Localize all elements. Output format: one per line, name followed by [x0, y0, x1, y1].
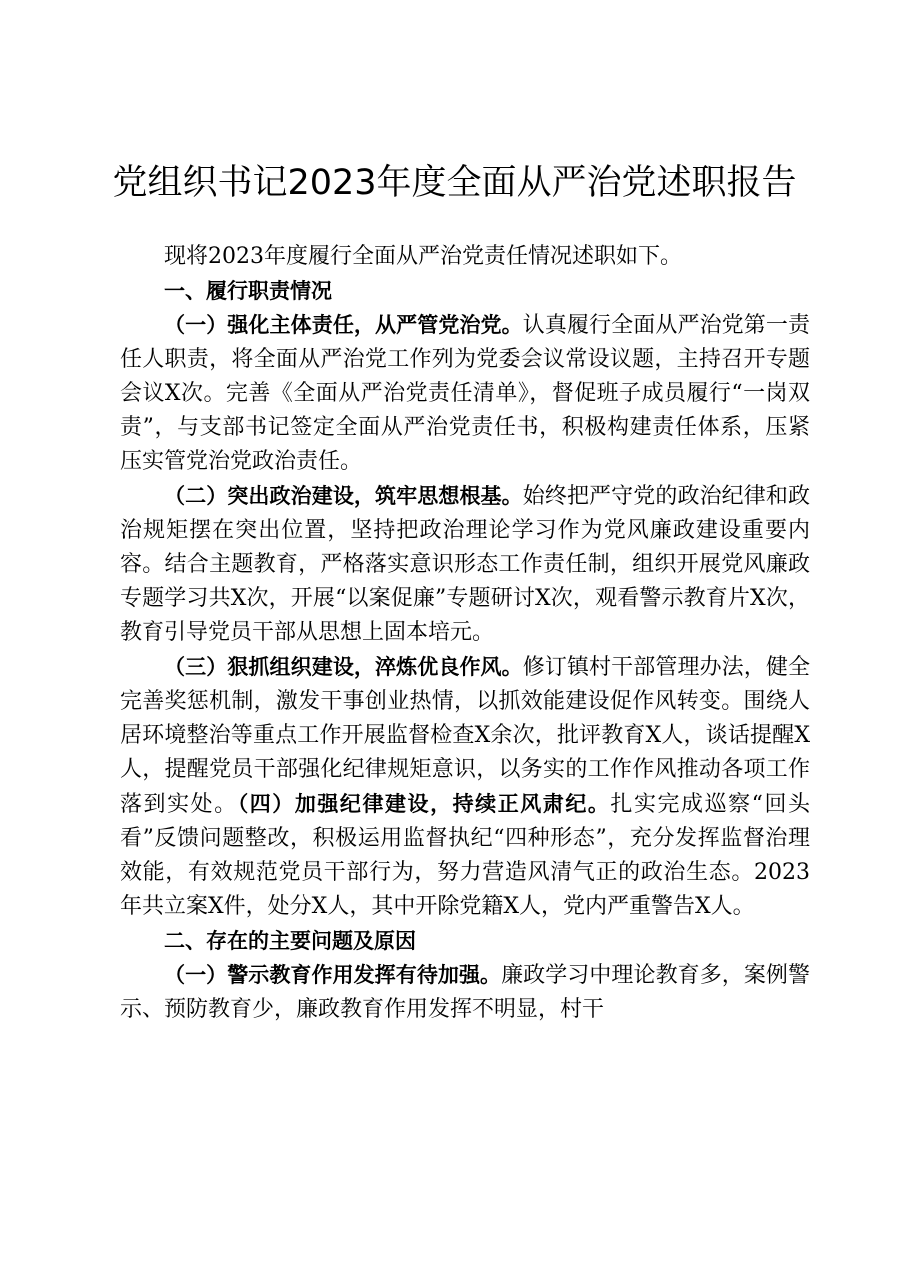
paragraph-text-discipline: 扎实完成巡察“回头看”反馈问题整改，积极运用监督执纪“四种形态”，充分发挥监督治理效能，有效规范党员干部行为，努力营造风清气正的政治生态。2023年共立案X件，处分X人，其中开除党籍X人，党内严重警告X人。 [120, 792, 810, 919]
paragraph-political-building [120, 479, 810, 650]
paragraph-lead-discipline: （四）加强纪律建设，持续正风肃纪。 [237, 792, 611, 816]
document-title: 党组织书记2023年度全面从严治党述职报告 [112, 163, 797, 203]
section-heading-problems: 二、存在的主要问题及原因 [164, 929, 416, 953]
paragraph-lead: （一）警示教育作用发挥有待加强。 [164, 963, 502, 987]
paragraph-responsibility [120, 308, 810, 479]
paragraph-lead: （三）狠抓组织建设，淬炼优良作风。 [164, 655, 523, 679]
paragraph-warning-education [120, 958, 810, 1027]
paragraph-text: 修订镇村干部管理办法，健全完善奖惩机制，激发干事创业热情，以抓效能建设促作风转变。围绕人居环境整治等重点工作开展监督检查X余次，批评教育X人，谈话提醒X人，提醒党员干部强化纪律规矩意识，以务实的工作作风推动各项工作落到实处。 [120, 655, 810, 817]
paragraph-lead: （二）突出政治建设，筑牢思想根基。 [164, 484, 523, 508]
intro-paragraph: 现将2023年度履行全面从严治党责任情况述职如下。 [164, 244, 682, 269]
paragraph-text: 始终把严守党的政治纪律和政治规矩摆在突出位置，坚持把政治理论学习作为党风廉政建设重要内容。结合主题教育，严格落实意识形态工作责任制，组织开展党风廉政专题学习共X次，开展“以案促廉”专题研讨X次，观看警示教育片X次，教育引导党员干部从思想上固本培元。 [120, 484, 810, 645]
document-body [120, 240, 810, 1027]
section-heading-duties: 一、履行职责情况 [164, 279, 332, 303]
paragraph-text: 廉政学习中理论教育多，案例警示、预防教育少，廉政教育作用发挥不明显，村干 [120, 963, 810, 1022]
paragraph-organization-building [120, 650, 810, 924]
paragraph-lead: （一）强化主体责任，从严管党治党。 [164, 313, 523, 337]
paragraph-text: 认真履行全面从严治党第一责任人职责，将全面从严治党工作列为党委会议常设议题，主持召开专题会议X次。完善《全面从严治党责任清单》，督促班子成员履行“一岗双责”，与支部书记签定全面从严治党责任书，积极构建责任体系，压紧压实管党治党政治责任。 [120, 313, 810, 474]
